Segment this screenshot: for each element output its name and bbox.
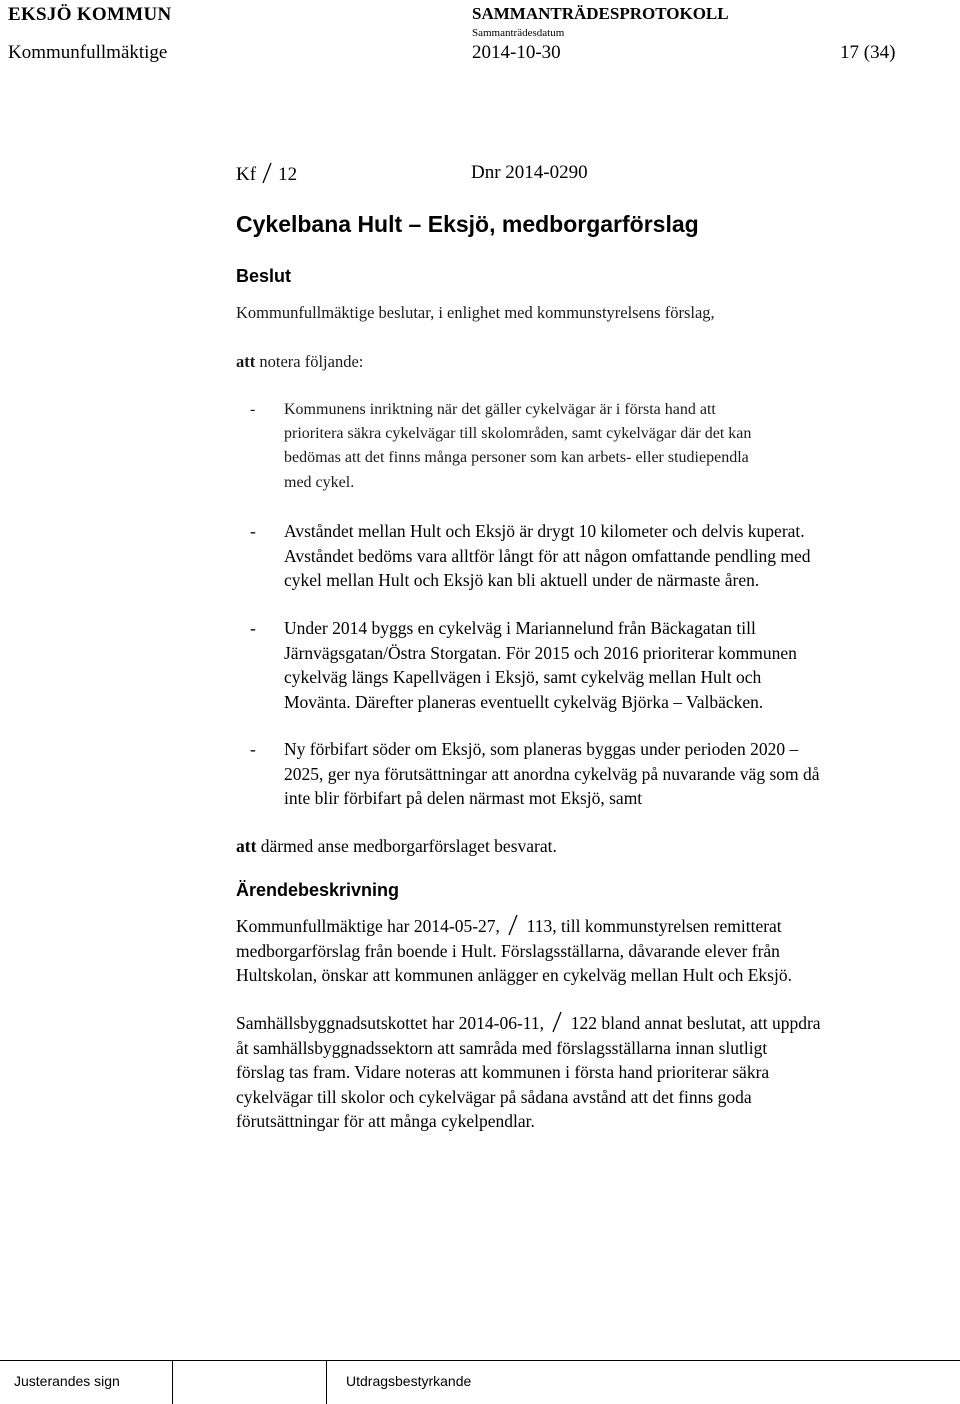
closing-text: därmed anse medborgarförslaget besvarat.: [260, 836, 557, 856]
paragraph-text: Kommunfullmäktige har 2014-05-27,: [236, 916, 500, 936]
decision-closing: [236, 834, 926, 859]
paragraph-line: [236, 914, 926, 939]
paragraph-line: cykelvägar till skolor och cykelvägar på sådana avstånd att det finns goda: [236, 1086, 752, 1107]
meeting-date: 2014-10-30: [472, 42, 561, 63]
decision-notera: [236, 350, 926, 375]
bullet-line: Under 2014 byggs en cykelväg i Mariannelund från Bäckagatan till: [284, 618, 756, 638]
paragraph-line: [236, 1011, 926, 1036]
utdragsbestyrkande-label: Utdragsbestyrkande: [346, 1373, 472, 1389]
paragraph-line: förslag tas fram. Vidare noteras att kommunen i första hand prioriterar säkra: [236, 1062, 770, 1082]
paragraph-line: förutsättningar för att många cykelpendlar.: [236, 1111, 535, 1131]
notera-text: notera följande:: [259, 352, 364, 371]
paragraph-text: 122 bland annat beslutat, att uppdra: [570, 1013, 821, 1033]
paragraph-text: 113, till kommunstyrelsen remitterat: [526, 916, 782, 936]
paragraph-line: Hultskolan, önskar att kommunen anlägger en cykelväg mellan Hult och Eksjö.: [236, 965, 792, 985]
page-title: Cykelbana Hult – Eksjö, medborgarförslag: [236, 211, 699, 237]
paragraph-line: åt samhällsbyggnadssektorn att samråda med förslagsställarna innan slutligt: [236, 1037, 768, 1058]
att-keyword: att: [236, 352, 256, 371]
bullet-dash: -: [250, 521, 256, 541]
bullet-line: prioritera säkra cykelvägar till skolområden, samt cykelvägar där det kan: [284, 425, 752, 443]
decision-heading: Beslut: [236, 266, 292, 286]
document-type: SAMMANTRÄDESPROTOKOLL: [472, 4, 729, 23]
bullet-line: cykel mellan Hult och Eksjö kan bli aktuell under de närmaste åren.: [284, 570, 760, 590]
bullet-dash: -: [250, 739, 256, 759]
paragraph-text: Samhällsbyggnadsutskottet har 2014-06-11,: [236, 1013, 544, 1033]
page-number: 17 (34): [840, 42, 896, 63]
bullet-line: Avståndet mellan Hult och Eksjö är drygt 10 kilometer och delvis kuperat.: [284, 521, 805, 541]
item-number-value: 12: [278, 164, 298, 185]
justerandes-sign-label: Justerandes sign: [14, 1373, 120, 1389]
att-keyword: att: [236, 836, 257, 856]
case-description-heading: Ärendebeskrivning: [236, 880, 400, 900]
section-sign-icon: [508, 914, 518, 936]
bullet-line: 2025, ger nya förutsättningar att anordna cykelväg på nuvarande väg som då: [284, 763, 820, 784]
decision-intro: Kommunfullmäktige beslutar, i enlighet med kommunstyrelsens förslag,: [236, 303, 715, 322]
paragraph-line: medborgarförslag från boende i Hult. Förslagsställarna, dåvarande elever från: [236, 940, 780, 961]
date-label: Sammanträdesdatum: [472, 27, 565, 39]
section-sign-icon: [552, 1011, 562, 1033]
case-paragraph-2: [236, 1011, 926, 1134]
meeting-body: Kommunfullmäktige: [8, 42, 168, 63]
bullet-line: Movänta. Därefter planeras eventuellt cykelväg Björka – Valbäcken.: [284, 691, 764, 712]
footer-separator: [172, 1360, 173, 1404]
footer-separator: [326, 1360, 327, 1404]
bullet-line: Avståndet bedöms vara alltför långt för att någon omfattande pendling med: [284, 545, 811, 566]
diary-number: Dnr 2014-0290: [471, 162, 588, 183]
bullet-dash: -: [250, 618, 256, 638]
item-number: [236, 162, 297, 186]
footer-divider: [0, 1360, 960, 1361]
bullet-line: Järnvägsgatan/Östra Storgatan. För 2015 och 2016 prioriterar kommunen: [284, 642, 797, 663]
bullet-line: Kommunens inriktning när det gäller cykelvägar är i första hand att: [284, 401, 716, 418]
bullet-line: cykelväg längs Kapellvägen i Eksjö, samt cykelväg mellan Hult och: [284, 667, 762, 687]
case-paragraph-1: [236, 914, 926, 988]
bullet-line: inte blir förbifart på delen närmast mot Eksjö, samt: [284, 788, 643, 808]
section-sign-icon: [262, 162, 272, 184]
item-prefix: Kf: [236, 164, 257, 185]
bullet-line: Ny förbifart söder om Eksjö, som planeras byggas under perioden 2020 –: [284, 739, 799, 759]
bullet-dash: -: [250, 401, 256, 418]
bullet-line: bedömas att det finns många personer som kan arbets- eller studiependla: [284, 449, 749, 467]
bullet-line: med cykel.: [284, 473, 355, 491]
organization-name: EKSJÖ KOMMUN: [8, 4, 172, 25]
